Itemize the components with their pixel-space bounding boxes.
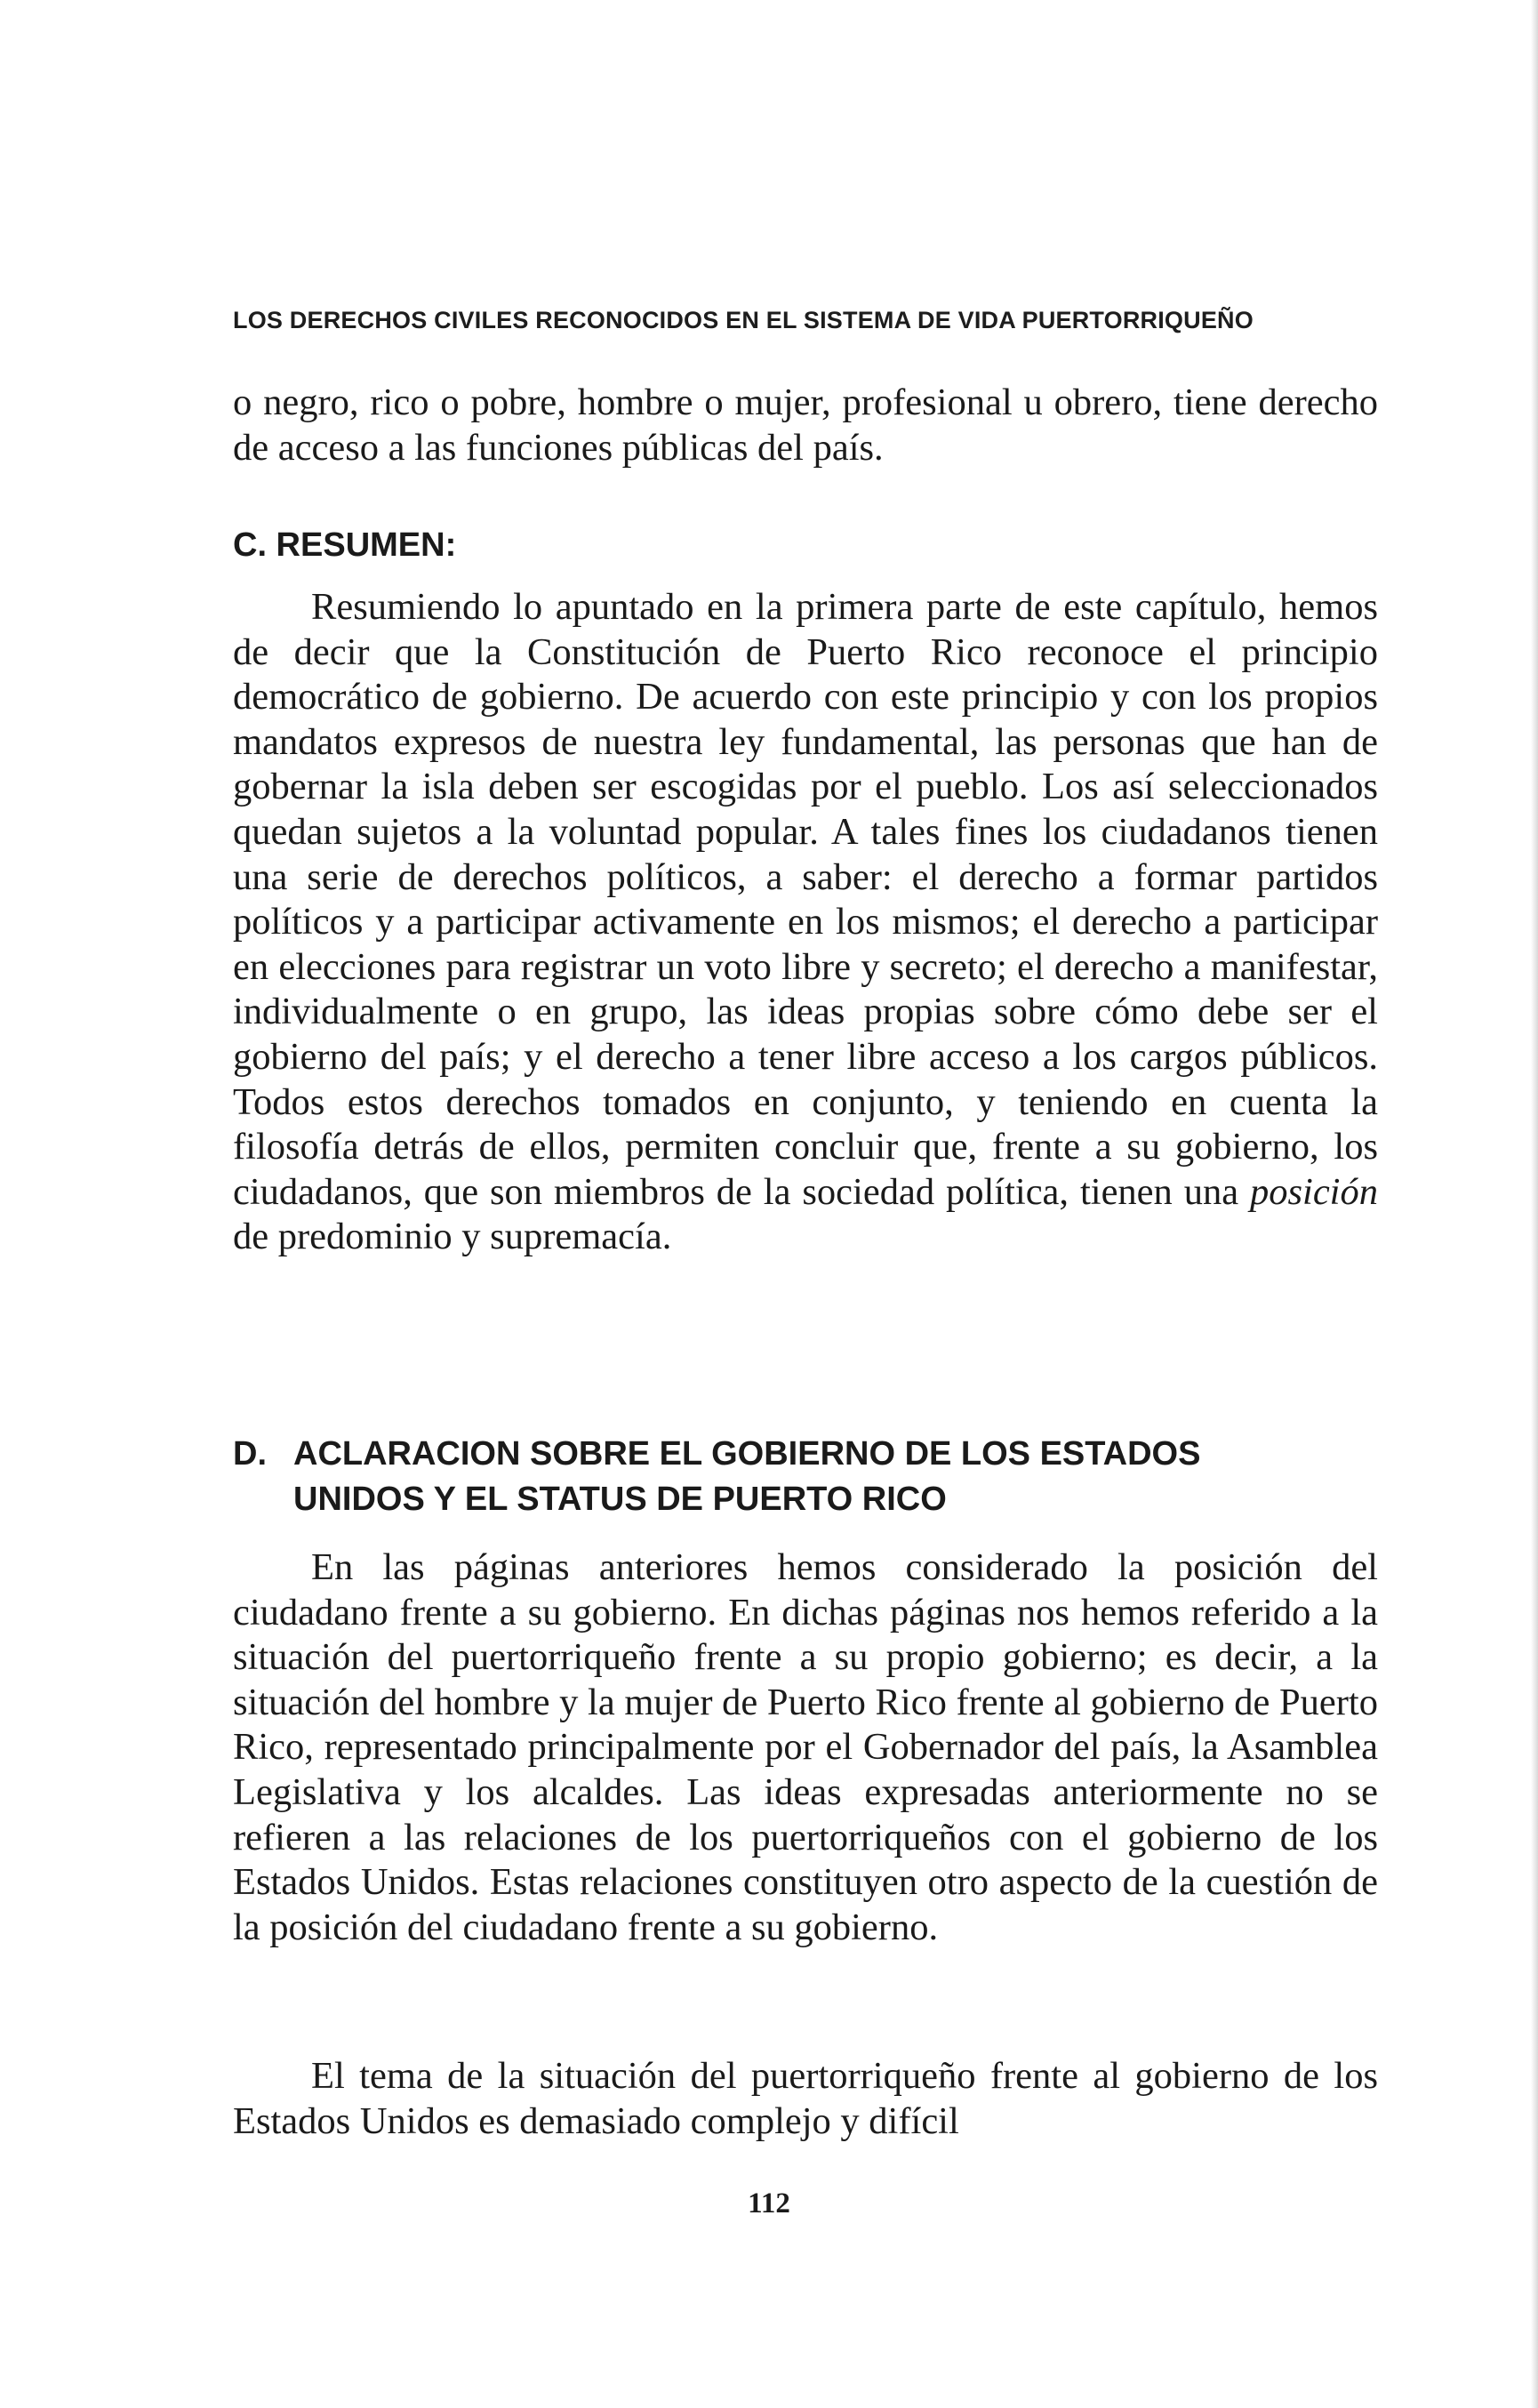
running-head: LOS DERECHOS CIVILES RECONOCIDOS EN EL SISTEMA DE VIDA PUERTORRIQUEÑO bbox=[233, 307, 1254, 333]
page-edge-shadow bbox=[1531, 0, 1538, 2408]
continued-paragraph: o negro, rico o pobre, hombre o mujer, profesional u obrero, tiene derecho de acceso a las funciones públicas del país. bbox=[233, 381, 1378, 469]
section-d-paragraph-1: En las páginas anteriores hemos considerado la posición del ciudadano frente a su gobierno. En dichas páginas nos hemos referido a la situación del puertorriqueño frente a su propio gobierno; es decir, a la situación del hombre y la mujer de Puerto Rico frente al gobierno de Puerto Rico, representado principalmente por el Gobernador del país, la Asamblea Legislativa y los alcaldes. Las ideas expresadas anteriormente no se refieren a las relaciones de los puertorriqueños con el gobierno de los Estados Unidos. Estas relaciones constituyen otro aspecto de la cuestión de la posición del ciudadano frente a su gobierno. bbox=[233, 1546, 1378, 1948]
section-d-heading bbox=[233, 1432, 1389, 1522]
section-d-paragraph-2: El tema de la situación del puertorriqueño frente al gobierno de los Estados Unidos es demasiado complejo y difícil bbox=[233, 2055, 1378, 2142]
section-d-heading-line1 bbox=[233, 1432, 1389, 1477]
section-c-heading: C. RESUMEN: bbox=[233, 526, 457, 564]
section-c-text-part2: de predominio y supremacía. bbox=[233, 1216, 672, 1258]
section-d-label: D. bbox=[233, 1435, 267, 1473]
section-c-text-part1: Resumiendo lo apuntado en la primera parte de este capítulo, hemos de decir que la Constitución de Puerto Rico reconoce el principio democrático de gobierno. De acuerdo con este principio y con los propios mandatos expresos de nuestra ley fundamental, las personas que han de gobernar la isla deben ser escogidas por el pueblo. Los así seleccionados quedan sujetos a la voluntad popular. A tales fines los ciudadanos tienen una serie de derechos políticos, a saber: el derecho a formar partidos políticos y a participar activamente en los mismos; el derecho a participar en elecciones para registrar un voto libre y secreto; el derecho a manifestar, individualmente o en grupo, las ideas propias sobre cómo debe ser el gobierno del país; y el derecho a tener libre acceso a los cargos públicos. Todos estos derechos tomados en conjunto, y teniendo en cuenta la filosofía detrás de ellos, permiten concluir que, frente a su gobierno, los ciudadanos, que son miembros de la sociedad política, tienen una bbox=[233, 586, 1378, 1213]
section-c-paragraph bbox=[233, 585, 1378, 1260]
page-number: 112 bbox=[748, 2187, 790, 2219]
section-d-heading-text1: ACLARACION SOBRE EL GOBIERNO DE LOS ESTADOS bbox=[293, 1435, 1201, 1473]
section-d-heading-line2: UNIDOS Y EL STATUS DE PUERTO RICO bbox=[293, 1481, 947, 1518]
section-c-emphasis: posición bbox=[1249, 1170, 1378, 1213]
